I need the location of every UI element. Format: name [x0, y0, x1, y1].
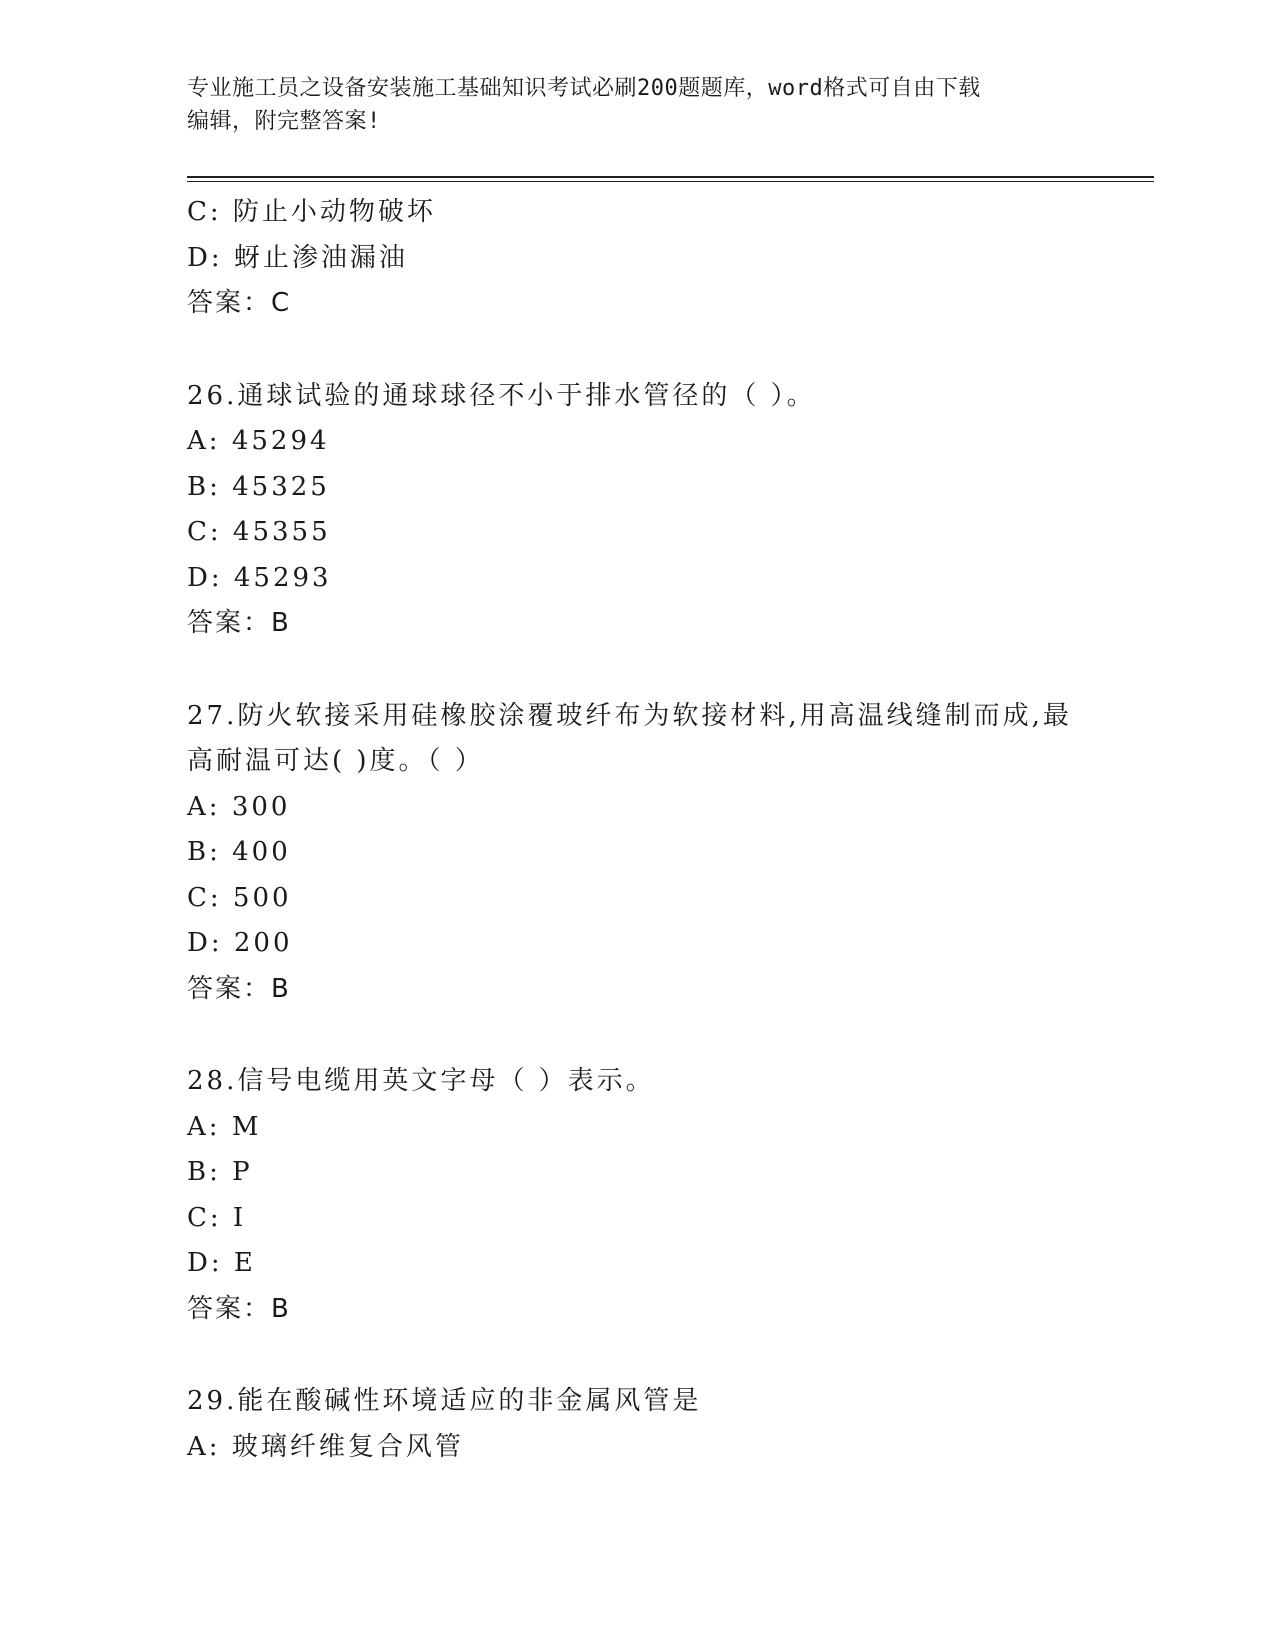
option-letter: B:	[187, 1157, 221, 1187]
option-letter: B:	[187, 471, 221, 502]
option-c	[187, 190, 1087, 236]
option-letter: B:	[187, 837, 221, 867]
option-text: 400	[232, 837, 291, 867]
option-a	[187, 419, 1087, 465]
option-b	[187, 830, 1087, 876]
option-letter: A:	[187, 426, 221, 456]
question-list	[187, 190, 1087, 1470]
option-letter: C:	[187, 517, 222, 547]
question-stem: 28.信号电缆用英文字母（ ）表示。	[187, 1066, 655, 1096]
option-letter: D:	[187, 242, 223, 273]
option-a	[187, 1425, 1087, 1471]
spacer	[187, 327, 1087, 374]
document-header	[187, 72, 1087, 138]
option-d	[187, 236, 1087, 282]
option-text: M	[231, 1111, 262, 1142]
option-letter: D:	[187, 562, 223, 593]
option-text: 200	[233, 928, 293, 958]
option-letter: C:	[187, 882, 222, 913]
option-d	[187, 556, 1087, 602]
option-text: I	[232, 1202, 247, 1233]
option-letter: A:	[187, 1431, 221, 1462]
question-stem: 29.能在酸碱性环境适应的非金属风管是	[187, 1386, 702, 1416]
spacer	[187, 1332, 1087, 1379]
spacer	[187, 647, 1087, 694]
option-a	[187, 1105, 1087, 1151]
option-text: P	[232, 1157, 253, 1187]
question-stem-line-2: 高耐温可达( )度。（ ）	[187, 746, 484, 776]
option-d	[187, 921, 1087, 967]
option-text: 防止小动物破坏	[232, 197, 436, 227]
option-text: 玻璃纤维复合风管	[231, 1431, 464, 1462]
option-a	[187, 785, 1087, 831]
header-rule-thin	[187, 181, 1154, 182]
option-text: 500	[232, 882, 292, 913]
question-stem-line-1: 27.防火软接采用硅橡胶涂覆玻纤布为软接材料,用高温线缝制而成,最	[187, 700, 1072, 731]
option-text: 300	[231, 791, 291, 822]
option-d	[187, 1241, 1087, 1287]
option-text: 蚜止渗油漏油	[233, 242, 408, 273]
option-letter: D:	[187, 928, 223, 958]
option-c	[187, 1196, 1087, 1242]
option-text: 45294	[231, 426, 330, 456]
option-b	[187, 1150, 1087, 1196]
option-b	[187, 465, 1087, 511]
option-text: E	[233, 1248, 256, 1278]
option-letter: A:	[187, 1111, 221, 1142]
header-line-2: 编辑，附完整答案!	[187, 109, 381, 134]
option-text: 45355	[232, 517, 331, 547]
option-letter: C:	[187, 197, 222, 227]
option-letter: A:	[187, 791, 221, 822]
option-c	[187, 876, 1087, 922]
answer-line: 答案：C	[187, 288, 292, 318]
answer-line: 答案：B	[187, 1293, 291, 1324]
header-line-1: 专业施工员之设备安装施工基础知识考试必刷200题题库，word格式可自由下载	[187, 76, 981, 101]
option-text: 45325	[232, 471, 330, 502]
answer-line: 答案：B	[187, 973, 291, 1004]
option-text: 45293	[233, 562, 332, 593]
answer-line: 答案：B	[187, 608, 291, 638]
question-stem: 26.通球试验的通球球径不小于排水管径的（ ）。	[187, 380, 816, 411]
header-rule-thick	[187, 176, 1154, 178]
option-letter: C:	[187, 1202, 222, 1233]
option-letter: D:	[187, 1248, 223, 1278]
option-c	[187, 510, 1087, 556]
spacer	[187, 1012, 1087, 1059]
